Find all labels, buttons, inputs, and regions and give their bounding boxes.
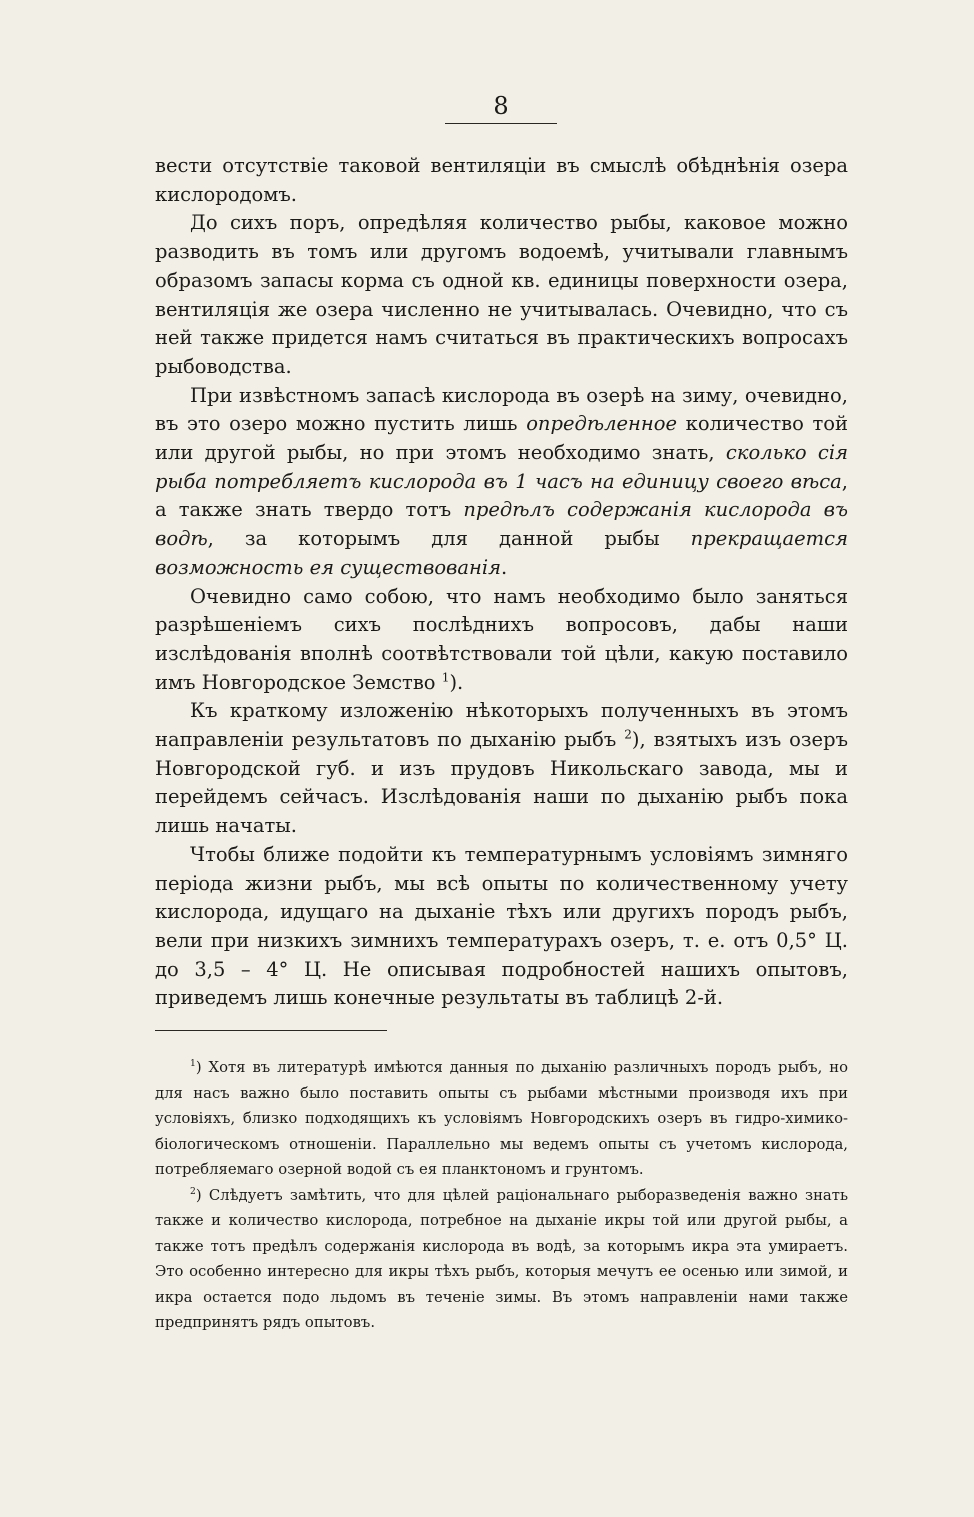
paragraph [155,382,848,583]
text-run: При извѣстномъ запасѣ кислорода въ озерѣ на зиму, очевидно, въ это озеро можно пустить лишь [155,383,848,436]
paragraph [155,583,848,698]
text-run: . [501,555,508,579]
footnote-text: ) Слѣдуетъ замѣтить, что для цѣлей раціональнаго рыборазведенія важно знать также и количество кислорода, потребное на дыханіе икры той или другой рыбы, а также тотъ предѣлъ содержанія кислорода въ водѣ, за которымъ икра эта умираетъ. Это особенно интересно для икры тѣхъ рыбъ, которыя мечутъ ее осенью или зимой, и икра остается подо льдомъ въ теченіе зимы. Въ этомъ направленіи нами также предпринятъ рядъ опытовъ. [155,1186,848,1331]
footnote-marker: 1 [190,1058,196,1070]
italic-phrase: сколько сія рыба потребляетъ кислорода въ 1 часъ на единицу своего вѣса [155,441,848,493]
text-run: , а также знать твердо тотъ [155,469,848,522]
page-number: 8 [445,92,557,124]
text-run: количество той или другой рыбы, но при этомъ необходимо знать, [155,412,848,465]
italic-phrase: предѣлъ содержанія кислорода въ водѣ [155,498,848,551]
text-run: До сихъ поръ, опредѣляя количество рыбы, каковое можно разводить въ томъ или другомъ водоемѣ, учитывали главнымъ образомъ запасы корма съ одной кв. единицы поверхности озера, вентиляція же озера численно не учитывалась. Очевидно, что съ ней также придется намъ считаться въ практическихъ вопросахъ рыбоводства. [155,211,848,378]
text-run: , за которымъ для данной рыбы [207,527,691,551]
paragraph [155,697,848,841]
italic-phrase: опредѣленное [526,412,677,436]
footnote-marker: 2 [190,1185,196,1197]
footnotes [155,1055,848,1336]
body-text [155,152,848,1013]
footnote-reference: 1 [441,670,450,685]
italic-phrase: прекращается возможность ея существованія [155,527,848,579]
paragraph [155,841,848,1013]
footnote-text: ) Хотя въ литературѣ имѣются данныя по дыханію различныхъ породъ рыбъ, но для насъ важно было поставить опыты съ рыбами мѣстными производя ихъ при условіяхъ, близко подходящихъ къ условіямъ Новгородскихъ озеръ въ гидро-химико-біологическомъ отношеніи. Параллельно мы ведемъ опыты съ учетомъ кислорода, потребляемаго озерной водой съ ея планктономъ и грунтомъ. [155,1059,848,1178]
text-run: ), взятыхъ изъ озеръ Новгородской губ. и изъ прудовъ Никольскаго завода, мы и перейдемъ сейчасъ. Изслѣдованія наши по дыханію рыбъ пока лишь начаты. [155,728,848,838]
paragraph [155,152,848,209]
paragraph [155,209,848,381]
footnote [155,1183,848,1336]
footnote [155,1055,848,1183]
text-run: Очевидно само собою, что намъ необходимо было заняться разрѣшеніемъ сихъ послѣднихъ вопросовъ, дабы наши изслѣдованія вполнѣ соотвѣтствовали той цѣли, какую поставило имъ Новгородское Земство [155,584,848,694]
text-run: Чтобы ближе подойти къ температурнымъ условіямъ зимняго періода жизни рыбъ, мы всѣ опыты по количественному учету кислорода, идущаго на дыханіе тѣхъ или другихъ породъ рыбъ, вели при низкихъ зимнихъ температурахъ озеръ, т. е. отъ 0,5° Ц. до 3,5 – 4° Ц. Не описывая подробностей нашихъ опытовъ, приведемъ лишь конечные результаты въ таблицѣ 2-й. [155,842,848,1010]
footnote-separator [155,1030,387,1031]
text-run: Къ краткому изложенію нѣкоторыхъ полученныхъ въ этомъ направленіи результатовъ по дыханію рыбъ [155,699,848,752]
text-run: ). [449,670,464,694]
footnote-reference: 2 [624,727,632,742]
text-run: вести отсутствіе таковой вентиляціи въ смыслѣ обѣднѣнія озера кислородомъ. [155,154,848,206]
